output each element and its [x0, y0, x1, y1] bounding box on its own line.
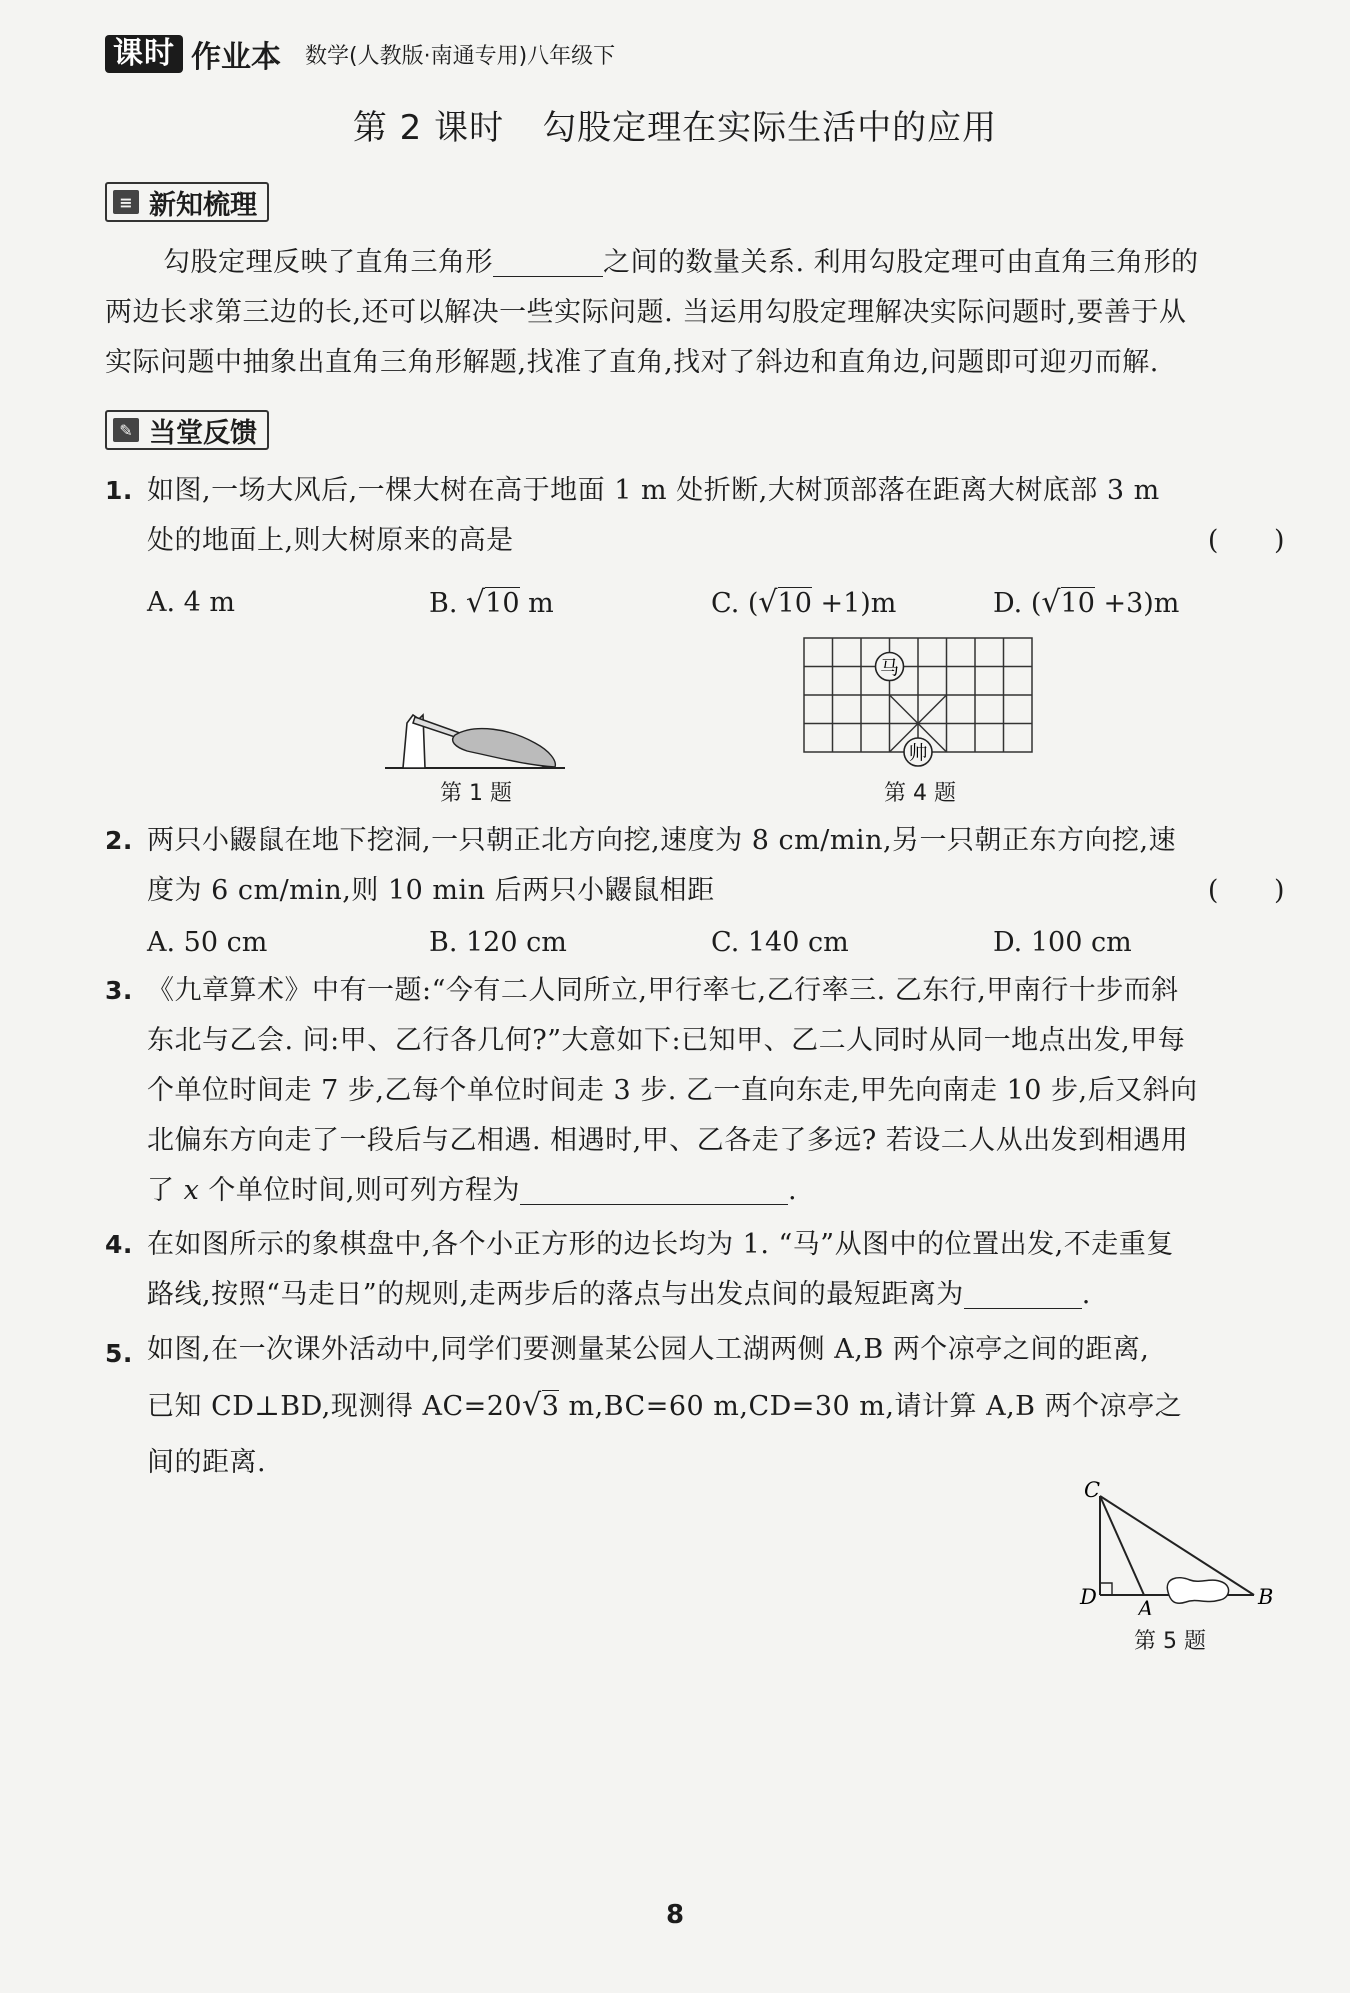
para-line: 勾股定理反映了直角三角形 — [163, 247, 493, 278]
book-icon: ≡ — [113, 190, 139, 214]
question-4: 4. 在如图所示的象棋盘中,各个小正方形的边长均为 1. “马”从图中的位置出发,不走重复 路线,按照“马走日”的规则,走两步后的落点与出发点间的最短距离为 . — [105, 1220, 1285, 1320]
board-grid — [804, 638, 1032, 752]
triangle-figure — [1060, 1480, 1290, 1615]
lesson-topic: 勾股定理在实际生活中的应用 — [542, 108, 998, 148]
option-d[interactable]: D. (√10 +3)m — [993, 585, 1180, 620]
lesson-number: 第 2 课时 — [352, 108, 505, 148]
page-number: 8 — [665, 1900, 685, 1930]
lake-shape — [1167, 1578, 1228, 1604]
option-b[interactable]: B. √10 m — [429, 585, 554, 620]
figure-4-caption: 第 4 题 — [884, 781, 956, 806]
section-label-text: 当堂反馈 — [149, 417, 257, 449]
question-2 — [105, 816, 1285, 916]
question-1-options — [147, 578, 1287, 628]
question-2-options — [147, 918, 1287, 968]
answer-paren[interactable]: ( ) — [1207, 525, 1285, 556]
question-text: 《九章算术》中有一题:“今有二人同所立,甲行率七,乙行率三. 乙东行,甲南行十步而斜 — [147, 975, 1179, 1006]
question-1 — [105, 466, 1285, 566]
broken-tree-figure — [385, 695, 565, 775]
horse-piece-label: 马 — [879, 657, 900, 679]
option-b[interactable]: B. 120 cm — [429, 927, 567, 958]
question-number: 1. — [105, 476, 133, 505]
answer-paren[interactable]: ( ) — [1207, 875, 1285, 906]
question-text: 如图,在一次课外活动中,同学们要测量某公园人工湖两侧 A,B 两个凉亭之间的距离, — [147, 1334, 1150, 1365]
question-text: 在如图所示的象棋盘中,各个小正方形的边长均为 1. “马”从图中的位置出发,不走重复 — [147, 1229, 1174, 1260]
question-text: 个单位时间走 7 步,乙每个单位时间走 3 步. 乙一直向东走,甲先向南走 10 步,后又斜向 — [147, 1075, 1198, 1106]
figure-5-caption: 第 5 题 — [1134, 1629, 1206, 1654]
option-a[interactable]: A. 4 m — [147, 587, 236, 618]
series-name: 作业本 — [191, 40, 281, 75]
option-a[interactable]: A. 50 cm — [147, 927, 268, 958]
variable-x: x — [183, 1175, 200, 1206]
option-c[interactable]: C. (√10 +1)m — [711, 585, 897, 620]
pencil-icon: ✎ — [113, 418, 139, 442]
question-text: 两只小鼹鼠在地下挖洞,一只朝正北方向挖,速度为 8 cm/min,另一只朝正东方向挖,速 — [147, 825, 1177, 856]
question-number: 4. — [105, 1230, 133, 1259]
figure-1-caption: 第 1 题 — [440, 781, 512, 806]
question-text: 如图,一场大风后,一棵大树在高于地面 1 m 处折断,大树顶部落在距离大树底部 3 m — [147, 475, 1160, 506]
fill-blank[interactable] — [520, 1174, 788, 1205]
question-5 — [105, 1322, 1285, 1491]
section-label-new-knowledge — [105, 182, 269, 222]
question-number: 3. — [105, 976, 133, 1005]
book-header — [105, 34, 615, 74]
question-number: 5. — [105, 1339, 133, 1368]
option-d[interactable]: D. 100 cm — [993, 927, 1132, 958]
question-text: 东北与乙会. 问:甲、乙行各几何?”大意如下:已知甲、乙二人同时从同一地点出发,甲每 — [147, 1025, 1186, 1056]
question-text: 已知 CD⊥BD,现测得 AC=20√3 m,BC=60 m,CD=30 m,请计算 A,B 两个凉亭之 — [147, 1388, 1183, 1423]
section-label-text: 新知梳理 — [149, 189, 257, 221]
general-piece-label: 帅 — [908, 742, 928, 764]
point-a-label: A — [1138, 1597, 1154, 1615]
para-line: 实际问题中抽象出直角三角形解题,找准了直角,找对了斜边和直角边,问题即可迎刃而解. — [105, 347, 1159, 378]
point-c-label: C — [1084, 1480, 1101, 1502]
subject-info: 数学(人教版·南通专用)八年级下 — [305, 43, 616, 69]
right-angle-mark — [1100, 1583, 1112, 1595]
chessboard-figure — [802, 636, 1034, 772]
fill-blank[interactable] — [964, 1278, 1082, 1309]
series-logo: 课时 — [105, 35, 183, 73]
question-3: 3. 《九章算术》中有一题:“今有二人同所立,甲行率七,乙行率三. 乙东行,甲南行十步而斜 东北与乙会. 问:甲、乙行各几何?”大意如下:已知甲、乙二人同时从同一地点出发,甲每 个单位时间走 7 步,乙每个单位时间走 3 步. 乙一直向东走,甲先向南走 10 步,后又斜向 北偏东方向走了一段后与乙相遇. 相遇时,甲、乙各走了多远? 若设二人从出发到相遇用 了 x 个单位时间,则可列方程为 . — [105, 966, 1285, 1216]
section-label-class-feedback — [105, 410, 269, 450]
point-b-label: B — [1258, 1585, 1274, 1609]
point-d-label: D — [1080, 1585, 1097, 1609]
question-text: 北偏东方向走了一段后与乙相遇. 相遇时,甲、乙各走了多远? 若设二人从出发到相遇用 — [147, 1125, 1189, 1156]
option-c[interactable]: C. 140 cm — [711, 927, 849, 958]
question-text: 处的地面上,则大树原来的高是 — [147, 525, 514, 556]
tree-crown — [453, 729, 556, 767]
question-text: 间的距离. — [147, 1447, 267, 1478]
section1-text — [105, 238, 1285, 388]
page-title — [0, 100, 1350, 149]
question-text: 度为 6 cm/min,则 10 min 后两只小鼹鼠相距 — [147, 875, 715, 906]
para-line: 两边长求第三边的长,还可以解决一些实际问题. 当运用勾股定理解决实际问题时,要善于从 — [105, 297, 1187, 328]
fill-blank[interactable] — [493, 246, 603, 277]
para-line: 之间的数量关系. 利用勾股定理可由直角三角形的 — [603, 247, 1199, 278]
question-number: 2. — [105, 826, 133, 855]
